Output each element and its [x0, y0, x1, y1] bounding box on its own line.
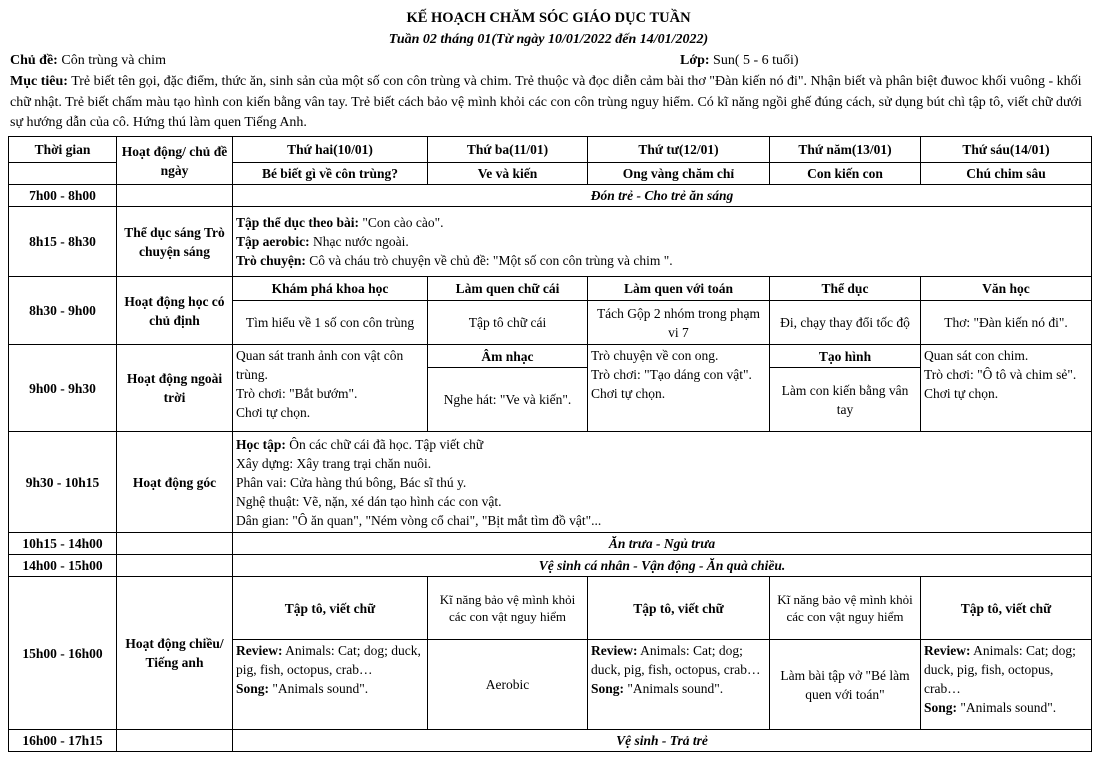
empty-cell [117, 555, 233, 577]
exercise-line [236, 213, 1088, 232]
time-cell: 9h00 - 9h30 [9, 345, 117, 432]
art-heading: Tạo hình [770, 345, 921, 368]
time-cell: 10h15 - 14h00 [9, 533, 117, 555]
afternoon-heading: Tập tô, viết chữ [233, 577, 428, 640]
review-text: Animals: Cat; dog; duck, pig, fish, octopus, crab… [924, 643, 1076, 696]
subject-cell: Làm quen với toán [588, 277, 770, 301]
afternoon-heading: Tập tô, viết chữ [921, 577, 1092, 640]
activity-cell: Hoạt động học có chủ định [117, 277, 233, 345]
day-header: Thứ ba(11/01) [428, 137, 588, 163]
time-cell: 16h00 - 17h15 [9, 730, 117, 752]
song-text: "Animals sound". [272, 681, 369, 696]
empty-cell [117, 730, 233, 752]
day-topic: Bé biết gì về côn trùng? [233, 163, 428, 185]
subject-cell: Làm quen chữ cái [428, 277, 588, 301]
lesson-cell: Tập tô chữ cái [428, 301, 588, 345]
empty-cell [9, 163, 117, 185]
time-cell: 8h30 - 9h00 [9, 277, 117, 345]
corner-line: Nghệ thuật: Vẽ, nặn, xé dán tạo hình các con vật. [236, 493, 502, 509]
outdoor-wednesday-cell [588, 345, 770, 432]
time-cell: 7h00 - 8h00 [9, 185, 117, 207]
day-header: Thứ hai(10/01) [233, 137, 428, 163]
time-cell: 15h00 - 16h00 [9, 577, 117, 730]
review-label: Review: [236, 643, 283, 658]
aerobic-line [236, 232, 1088, 251]
header-activity: Hoạt động/ chủ đề ngày [117, 137, 233, 185]
song-label: Song: [591, 681, 625, 696]
time-cell: 14h00 - 15h00 [9, 555, 117, 577]
outdoor-monday-cell [233, 345, 428, 432]
outdoor-line: Quan sát tranh ảnh con vật côn trùng. [236, 348, 404, 382]
outdoor-line: Quan sát con chim. [924, 348, 1029, 363]
empty-cell [117, 533, 233, 555]
hygiene-snack-row: Vệ sinh cá nhân - Vận động - Ăn quà chiều. [233, 555, 1092, 577]
class-label: Lớp: [680, 53, 710, 68]
aerobic-label: Tập aerobic: [236, 234, 310, 249]
corner-activities-cell [233, 432, 1092, 533]
review-text: Animals: Cat; dog; duck, pig, fish, octopus, crab… [236, 643, 421, 677]
time-cell: 8h15 - 8h30 [9, 207, 117, 277]
document-title: KẾ HOẠCH CHĂM SÓC GIÁO DỤC TUẦN [406, 10, 691, 26]
art-content: Làm con kiến bằng vân tay [770, 368, 921, 432]
header-time: Thời gian [9, 137, 117, 163]
empty-cell [117, 185, 233, 207]
day-topic: Ve và kiến [428, 163, 588, 185]
afternoon-heading: Kĩ năng bảo vệ mình khỏi các con vật nguy hiểm [770, 577, 921, 640]
lesson-cell: Tìm hiểu về 1 số con côn trùng [233, 301, 428, 345]
day-topic: Ong vàng chăm chỉ [588, 163, 770, 185]
arrival-breakfast-row: Đón trẻ - Cho trẻ ăn sáng [233, 185, 1092, 207]
objective-text: Trẻ biết tên gọi, đặc điểm, thức ăn, sinh sản của một số con côn trùng và chim. Trẻ thuộc và đọc diễn cảm bài thơ "Đàn kiến nó đi". Nhận biết và phân biệt đuwoc khối vuông - khối chữ nhật. Trẻ biết chấm màu tạo hình con kiến bằng vân tay. Trẻ biết cách bảo vệ mình khỏi các con côn trùng nguy hiểm. Có kĩ năng ngồi ghế đúng cách, sử dụng bút chì tập tô, viết chữ dưới sự hướng dẫn của cô. Hứng thú làm quen Tiếng Anh. [10, 74, 1082, 130]
day-topic: Chú chim sâu [921, 163, 1092, 185]
outdoor-friday-cell [921, 345, 1092, 432]
music-heading: Âm nhạc [428, 345, 588, 368]
lesson-cell: Thơ: "Đàn kiến nó đi". [921, 301, 1092, 345]
activity-cell: Thể dục sáng Trò chuyện sáng [117, 207, 233, 277]
lesson-cell: Đi, chạy thay đổi tốc độ [770, 301, 921, 345]
day-topic: Con kiến con [770, 163, 921, 185]
document-subtitle: Tuần 02 tháng 01(Từ ngày 10/01/2022 đến 14/01/2022) [388, 32, 709, 47]
review-label: Review: [591, 643, 638, 658]
corner-line: Xây dựng: Xây trang trại chăn nuôi. [236, 455, 432, 471]
lunch-nap-row: Ăn trưa - Ngủ trưa [233, 533, 1092, 555]
english-review-cell [588, 640, 770, 730]
math-workbook-cell: Làm bài tập vở "Bé làm quen với toán" [770, 640, 921, 730]
morning-exercise-cell [233, 207, 1092, 277]
subject-cell: Khám phá khoa học [233, 277, 428, 301]
topic-line [10, 53, 166, 69]
corner-line: Phân vai: Cửa hàng thú bông, Bác sĩ thú y. [236, 474, 467, 490]
song-label: Song: [236, 681, 270, 696]
outdoor-line: Chơi tự chọn. [236, 405, 311, 420]
corner-line [236, 435, 1088, 454]
aerobic-cell: Aerobic [428, 640, 588, 730]
activity-cell: Hoạt động ngoài trời [117, 345, 233, 432]
activity-cell: Hoạt động góc [117, 432, 233, 533]
outdoor-line: Chơi tự chọn. [924, 386, 999, 401]
corner-line: Dân gian: "Ô ăn quan", "Ném vòng cổ chai", "Bịt mắt tìm đồ vật"... [236, 512, 602, 528]
day-header: Thứ tư(12/01) [588, 137, 770, 163]
outdoor-line: Trò chơi: "Tạo dáng con vật". [591, 367, 752, 382]
song-text: "Animals sound". [960, 700, 1057, 715]
objective-label: Mục tiêu: [10, 74, 68, 89]
dismissal-row: Vệ sinh - Trả trẻ [233, 730, 1092, 752]
topic-label: Chủ đề: [10, 53, 58, 68]
subject-cell: Thể dục [770, 277, 921, 301]
lesson-cell: Tách Gộp 2 nhóm trong phạm vi 7 [588, 301, 770, 345]
class-line [680, 53, 799, 69]
english-review-cell [233, 640, 428, 730]
subject-cell: Văn học [921, 277, 1092, 301]
outdoor-line: Trò chuyện về con ong. [591, 348, 719, 363]
outdoor-line: Chơi tự chọn. [591, 386, 666, 401]
aerobic-text: Nhạc nước ngoài. [313, 234, 409, 249]
review-label: Review: [924, 643, 971, 658]
corner-text: Ôn các chữ cái đã học. Tập viết chữ [289, 436, 484, 452]
exercise-label: Tập thể dục theo bài: [236, 215, 360, 230]
day-header: Thứ năm(13/01) [770, 137, 921, 163]
review-text: Animals: Cat; dog; duck, pig, fish, octopus, crab… [591, 643, 761, 677]
class-value: Sun( 5 - 6 tuổi) [713, 53, 799, 68]
song-label: Song: [924, 700, 958, 715]
english-review-cell [921, 640, 1092, 730]
exercise-text: "Con cào cào". [362, 215, 444, 230]
topic-value: Côn trùng và chim [61, 53, 166, 68]
time-cell: 9h30 - 10h15 [9, 432, 117, 533]
chat-label: Trò chuyện: [236, 253, 306, 268]
objective-paragraph [10, 72, 1085, 134]
weekly-plan-table [8, 136, 1092, 752]
afternoon-heading: Tập tô, viết chữ [588, 577, 770, 640]
corner-label: Học tập: [236, 436, 286, 452]
song-text: "Animals sound". [627, 681, 724, 696]
day-header: Thứ sáu(14/01) [921, 137, 1092, 163]
afternoon-heading: Kĩ năng bảo vệ mình khỏi các con vật nguy hiểm [428, 577, 588, 640]
outdoor-line: Trò chơi: "Ô tô và chim sẻ". [924, 367, 1077, 382]
outdoor-line: Trò chơi: "Bắt bướm". [236, 386, 358, 401]
chat-line [236, 251, 1088, 270]
chat-text: Cô và cháu trò chuyện về chủ đề: "Một số con côn trùng và chim ". [309, 253, 673, 268]
activity-cell: Hoạt động chiều/ Tiếng anh [117, 577, 233, 730]
music-content: Nghe hát: "Ve và kiến". [428, 368, 588, 432]
